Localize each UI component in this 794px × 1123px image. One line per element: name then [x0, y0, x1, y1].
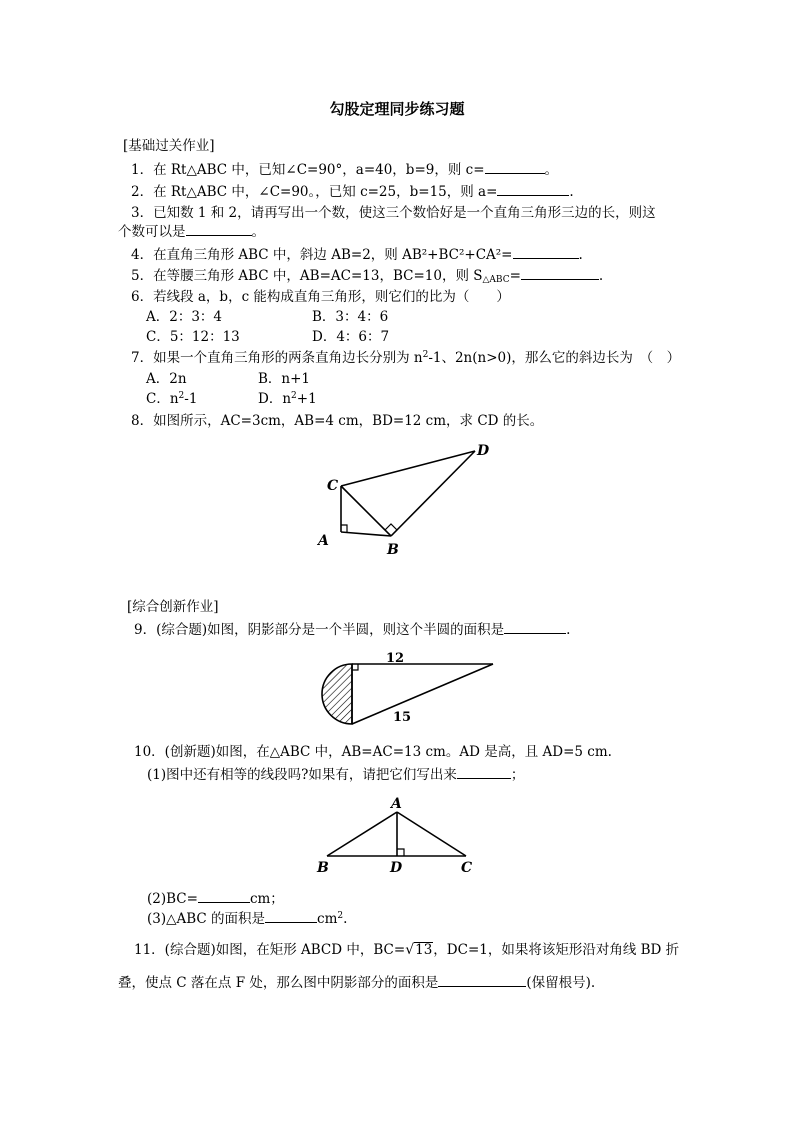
question-11-text-end: ，DC=1，如果将该矩形沿对角线 BD 折	[433, 942, 680, 958]
option-d-text: D．n	[258, 391, 292, 407]
question-5-equals: =	[509, 268, 521, 284]
sqrt-value: 13	[415, 942, 433, 958]
option-c-end: -1	[184, 391, 198, 407]
question-10-part-2-unit: cm；	[249, 891, 284, 907]
question-5-text: 5．在等腰三角形 ABC 中，AB=AC=13，BC=10，则 S	[131, 268, 483, 284]
question-3-text: 个数可以是	[118, 224, 186, 240]
question-6: 6．若线段 a，b，c 能构成直角三角形，则它们的比为（ ）	[131, 289, 510, 305]
triangle-subscript: △ABC	[482, 275, 510, 285]
question-10-part-3	[147, 909, 347, 928]
label-c: C	[327, 478, 339, 494]
question-10: 10．(创新题)如图，在△ABC 中，AB=AC=13 cm。AD 是高，且 AD=5 cm.	[134, 744, 612, 760]
question-10-part-2-text: (2)BC=	[147, 891, 198, 907]
option-d-end: +1	[296, 391, 317, 407]
question-3-line-1: 3．已知数 1 和 2，请再写出一个数，使这三个数恰好是一个直角三角形三边的长，则这	[131, 205, 656, 221]
answer-blank[interactable]	[198, 889, 250, 903]
question-3-end: 。	[251, 224, 265, 240]
question-4-end: .	[578, 247, 583, 263]
answer-blank[interactable]	[438, 973, 526, 987]
question-11-line-2-end: (保留根号).	[526, 975, 596, 991]
option-a: A．2n	[146, 371, 187, 387]
question-5-end: .	[598, 268, 604, 284]
question-10-part-2	[147, 889, 284, 908]
question-8: 8．如图所示，AC=3cm，AB=4 cm，BD=12 cm，求 CD 的长。	[131, 413, 544, 429]
sqrt-sign: √	[405, 942, 415, 958]
label-d: D	[390, 860, 403, 876]
label-12: 12	[386, 651, 405, 666]
section-basic-heading: [基础过关作业]	[123, 138, 215, 154]
right-angle-d	[397, 849, 404, 856]
segment-ab	[327, 812, 397, 856]
question-11-line-2	[118, 973, 595, 992]
question-7-text-end: -1、2n(n>0)，那么它的斜边长为 （ ）	[428, 350, 681, 366]
option-b: B．n+1	[258, 371, 311, 387]
question-7-text: 7．如果一个直角三角形的两条直角边长分别为 n	[131, 350, 423, 366]
label-b: B	[317, 860, 329, 876]
label-15: 15	[393, 710, 412, 725]
exponent: 2	[422, 350, 429, 360]
question-1-end: 。	[544, 162, 559, 178]
label-d: D	[477, 443, 490, 459]
option-a: A．2：3：4	[146, 309, 223, 325]
label-a: A	[391, 796, 402, 812]
question-10-part-3-end: .	[343, 911, 348, 927]
exponent: 2	[291, 391, 297, 401]
question-11-line-1	[134, 941, 679, 959]
answer-blank[interactable]	[265, 909, 317, 923]
question-9-end: .	[566, 622, 571, 638]
question-10-part-1-end: ；	[510, 767, 525, 783]
option-c-text: C．n	[146, 391, 179, 407]
exponent: 2	[178, 391, 185, 401]
label-b: B	[387, 542, 399, 558]
question-2-text: 2．在 Rt△ABC 中，∠C=90。，已知 c=25，b=15，则 a=	[131, 184, 498, 200]
exponent: 2	[337, 911, 344, 921]
question-2-end: .	[569, 184, 574, 200]
question-10-part-3-unit: cm	[317, 911, 338, 927]
question-10-part-1-text: (1)图中还有相等的线段吗?如果有，请把它们写出来	[147, 767, 457, 783]
option-c: C．5：12：13	[146, 329, 240, 345]
question-1-text: 1．在 Rt△ABC 中，已知∠C=90°，a=40，b=9，则 c=	[131, 162, 485, 178]
question-9-text: 9．(综合题)如图，阴影部分是一个半圆，则这个半圆的面积是	[134, 622, 505, 638]
option-d: D．4：6：7	[312, 329, 390, 345]
option-b: B．3：4：6	[312, 309, 389, 325]
label-a: A	[318, 533, 329, 549]
question-11-line-2-text: 叠，使点 C 落在点 F 处，那么图中阴影部分的面积是	[118, 975, 439, 991]
section-innovative-heading: [综合创新作业]	[127, 599, 219, 615]
segment-ac	[397, 812, 466, 856]
question-11-text: 11．(综合题)如图，在矩形 ABCD 中，BC=	[134, 942, 406, 958]
page-title: 勾股定理同步练习题	[329, 100, 465, 118]
question-4-text: 4．在直角三角形 ABC 中，斜边 AB=2，则 AB²+BC²+CA²=	[131, 247, 513, 263]
question-10-part-3-text: (3)△ABC 的面积是	[147, 911, 266, 927]
label-c: C	[461, 860, 473, 876]
